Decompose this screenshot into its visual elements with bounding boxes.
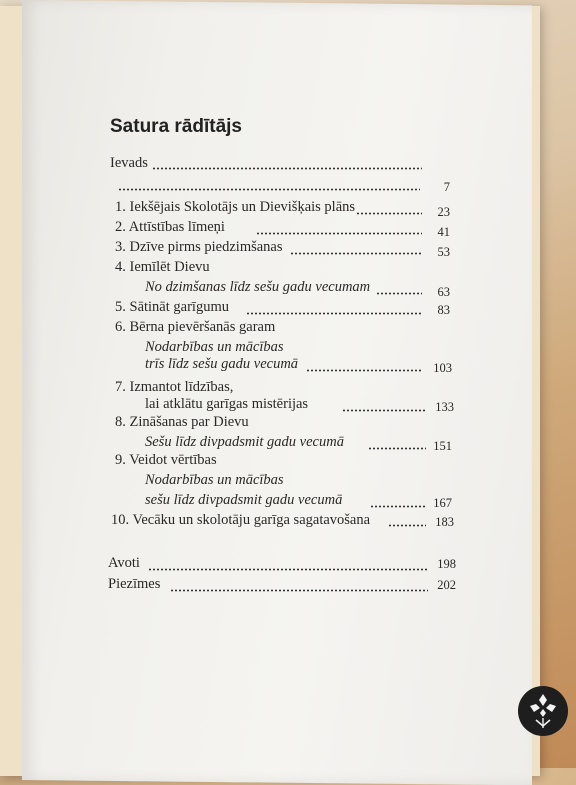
toc-page-4: 63 — [437, 285, 450, 299]
toc-page-2: 41 — [437, 225, 450, 239]
dot-leader — [118, 188, 420, 191]
dot-leader — [246, 312, 422, 315]
diamond-flower-icon — [526, 692, 560, 730]
toc-page-notes: 202 — [437, 578, 456, 592]
toc-page-intro: 7 — [443, 180, 450, 194]
toc-entry-4: 4. Iemīlēt Dievu — [115, 259, 210, 275]
toc-entry-7: 7. Izmantot līdzības, — [115, 379, 234, 395]
toc-entry-10: 10. Vecāku un skolotāju garīga sagatavošana — [111, 512, 371, 528]
toc-entry-5: 5. Sātināt garīgumu — [115, 299, 229, 315]
dot-leader — [368, 447, 426, 450]
dot-leader — [370, 505, 426, 508]
dot-leader — [290, 252, 422, 255]
toc-entry-8: 8. Zināšanas par Dievu — [115, 414, 249, 430]
toc-entry-notes: Piezīmes — [108, 576, 161, 592]
toc-page-6: 103 — [433, 361, 452, 375]
toc-entry-1: 1. Iekšējais Skolotājs un Dievišķais plāns — [115, 199, 356, 215]
toc-page-sources: 198 — [437, 557, 456, 571]
toc-entry-intro: Ievads — [110, 155, 148, 171]
toc-entry-6: 6. Bērna pievēršanās garam — [115, 319, 276, 335]
toc-entry-9-sub2: sešu līdz divpadsmit gadu vecumā — [145, 492, 343, 508]
toc-entry-2: 2. Attīstības līmeņi — [115, 219, 225, 235]
toc-page-3: 53 — [437, 245, 450, 259]
toc-page-8: 151 — [433, 439, 452, 453]
dot-leader — [342, 409, 426, 412]
toc-entry-6-sub2: trīs līdz sešu gadu vecumā — [145, 356, 299, 372]
dot-leader — [152, 167, 422, 170]
toc-entry-9: 9. Veidot vērtības — [115, 452, 217, 468]
dot-leader — [256, 232, 422, 235]
toc-entry-9-sub1: Nodarbības un mācības — [145, 472, 284, 488]
toc-page-7: 133 — [435, 400, 454, 414]
toc-page-9: 167 — [433, 496, 452, 510]
toc-page-1: 23 — [437, 205, 450, 219]
toc-entry-4-sub: No dzimšanas līdz sešu gadu vecumam — [145, 279, 371, 295]
dot-leader — [148, 568, 428, 571]
dot-leader — [170, 589, 428, 592]
toc-entry-sources: Avoti — [108, 555, 140, 571]
toc-page-10: 183 — [435, 515, 454, 529]
dot-leader — [306, 369, 422, 372]
toc-entry-6-sub1: Nodarbības un mācības — [145, 339, 284, 355]
toc-entry-7-sub: lai atklātu garīgas mistērijas — [145, 396, 309, 412]
watermark-logo — [518, 686, 568, 736]
toc-entry-3: 3. Dzīve pirms piedzimšanas — [115, 239, 283, 255]
dot-leader — [376, 292, 422, 295]
toc-entry-8-sub: Sešu līdz divpadsmit gadu vecumā — [145, 434, 344, 450]
toc-title: Satura rādītājs — [110, 116, 242, 137]
dot-leader — [356, 212, 422, 215]
toc-page-5: 83 — [437, 303, 450, 317]
